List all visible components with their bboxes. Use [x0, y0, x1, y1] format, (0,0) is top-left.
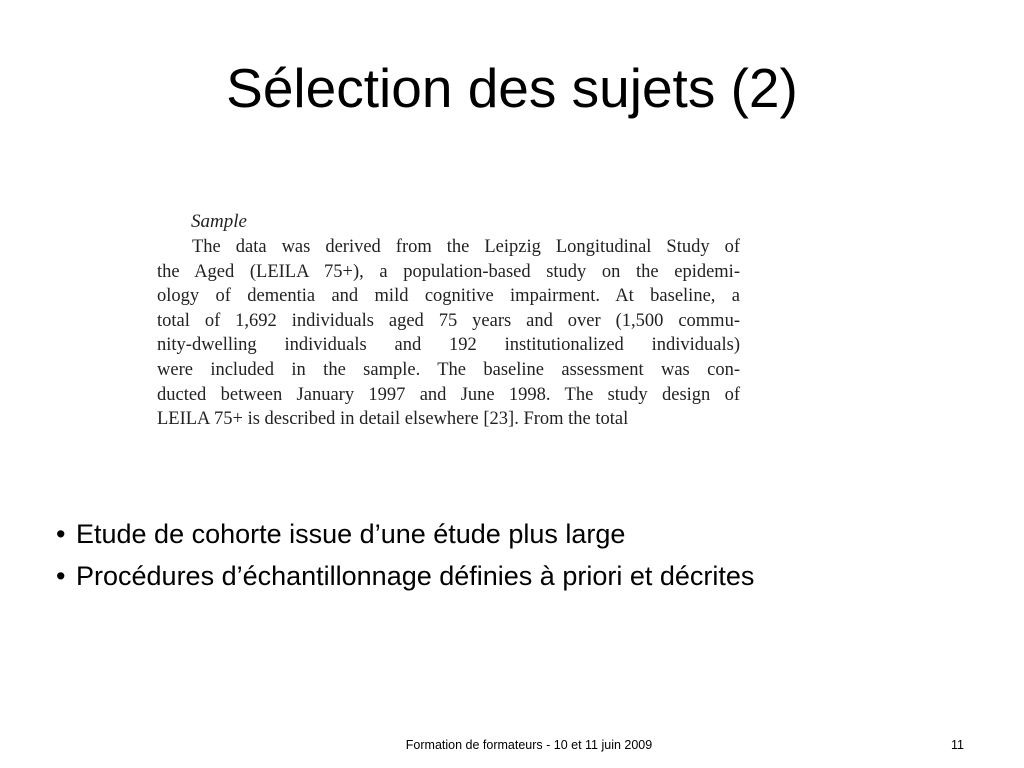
excerpt-line: ducted between January 1997 and June 1998. The study design of: [157, 384, 740, 405]
bullet-icon: •: [56, 561, 66, 591]
excerpt-line: nity-dwelling individuals and 192 institutionalized individuals): [157, 335, 740, 356]
bullet-text: Procédures d’échantillonnage définies à priori et décrites: [76, 561, 755, 591]
slide-title: Sélection des sujets (2): [226, 57, 798, 119]
page-number: 11: [951, 738, 964, 752]
article-excerpt-image: [157, 210, 740, 432]
excerpt-line: LEILA 75+ is described in detail elsewhere [23]. From the total: [157, 409, 629, 430]
footer-text: Formation de formateurs - 10 et 11 juin 2009: [405, 738, 653, 752]
excerpt-heading: Sample: [191, 211, 247, 232]
bullet-text: Etude de cohorte issue d’une étude plus large: [76, 519, 626, 549]
bullet-list: [56, 513, 996, 597]
bullet-item: [56, 555, 996, 597]
excerpt-line: were included in the sample. The baseline assessment was con-: [157, 359, 740, 380]
excerpt-line: The data was derived from the Leipzig Longitudinal Study of: [192, 237, 740, 257]
excerpt-line: the Aged (LEILA 75+), a population-based study on the epidemi-: [157, 261, 740, 282]
bullet-item: [56, 513, 996, 555]
excerpt-line: total of 1,692 individuals aged 75 years and over (1,500 commu-: [157, 310, 740, 331]
bullet-icon: •: [56, 519, 66, 549]
excerpt-line: ology of dementia and mild cognitive impairment. At baseline, a: [157, 286, 740, 307]
